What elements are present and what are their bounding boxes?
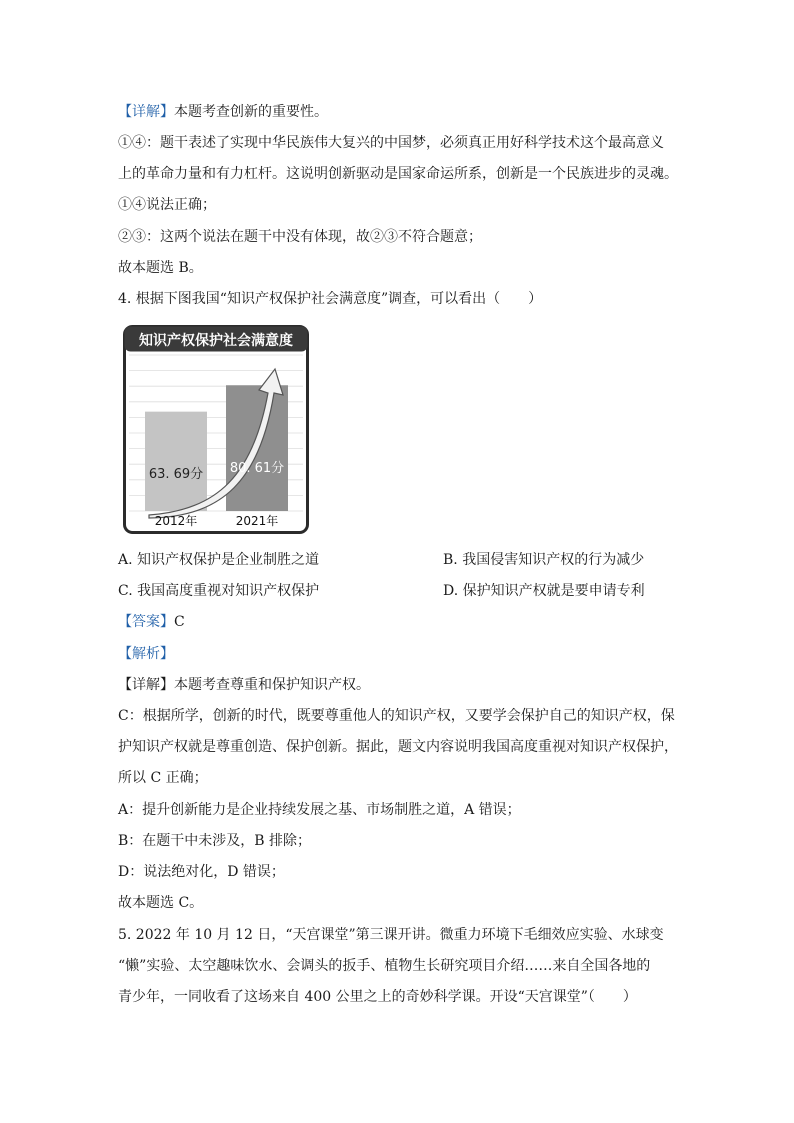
detail-heading	[118, 676, 370, 694]
detail-heading	[118, 103, 328, 121]
data-label-2012: 63. 69分	[148, 467, 204, 482]
paragraph-line: ①④：题干表述了实现中华民族伟大复兴的中国梦，必须真正用好科学技术这个最高意义	[118, 135, 664, 151]
question-stem: “懒”实验、太空趣味饮水、会调头的扳手、植物生长研究项目介绍……来自全国各地的	[118, 958, 651, 974]
paragraph-line: 上的革命力量和有力杠杆。这说明创新驱动是国家命运所系，创新是一个民族进步的灵魂。	[118, 166, 678, 182]
bar-2012	[145, 412, 207, 511]
chart-title: 知识产权保护社会满意度	[139, 333, 293, 349]
x-tick-2012: 2012年	[154, 514, 198, 528]
detail-text: 本题考查创新的重要性。	[174, 104, 328, 120]
paragraph-line: A：提升创新能力是企业持续发展之基、市场制胜之道，A 错误；	[118, 802, 521, 818]
answer-line	[118, 613, 185, 631]
conclusion: 故本题选 B。	[118, 260, 203, 276]
detail-tag: 【详解】	[118, 677, 174, 693]
paragraph-line: ①④说法正确；	[118, 197, 216, 213]
paragraph-line: ②③：这两个说法在题干中没有体现，故②③不符合题意；	[118, 229, 482, 245]
question-stem: 5. 2022 年 10 月 12 日，“天宫课堂”第三课开讲。微重力环境下毛细效应实验、水球变	[118, 927, 664, 943]
satisfaction-chart	[123, 325, 309, 534]
conclusion: 故本题选 C。	[118, 895, 204, 911]
answer-value: C	[174, 614, 185, 630]
option-d: D. 保护知识产权就是要申请专利	[443, 583, 645, 599]
paragraph-line: D：说法绝对化，D 错误；	[118, 864, 285, 880]
detail-tag: 【详解】	[118, 104, 174, 120]
analysis-tag: 【解析】	[118, 646, 174, 662]
option-c: C. 我国高度重视对知识产权保护	[118, 583, 320, 599]
paragraph-line: B：在题干中未涉及，B 排除；	[118, 833, 312, 849]
option-a: A. 知识产权保护是企业制胜之道	[118, 552, 320, 568]
answer-tag: 【答案】	[118, 614, 174, 630]
x-tick-2021: 2021年	[235, 514, 279, 528]
question-stem: 4. 根据下图我国“知识产权保护社会满意度”调查，可以看出（ ）	[118, 291, 543, 307]
paragraph-line: 所以 C 正确；	[118, 770, 208, 786]
paragraph-line: C：根据所学，创新的时代，既要尊重他人的知识产权，又要学会保护自己的知识产权，保	[118, 708, 675, 724]
paragraph-line: 护知识产权就是尊重创造、保护创新。据此，题文内容说明我国高度重视对知识产权保护，	[118, 739, 678, 755]
option-b: B. 我国侵害知识产权的行为减少	[443, 552, 645, 568]
detail-text: 本题考查尊重和保护知识产权。	[174, 677, 370, 693]
data-label-2021: 80. 61分	[229, 461, 285, 476]
question-stem: 青少年，一同收看了这场来自 400 公里之上的奇妙科学课。开设“天宫课堂”（ ）	[118, 989, 637, 1005]
